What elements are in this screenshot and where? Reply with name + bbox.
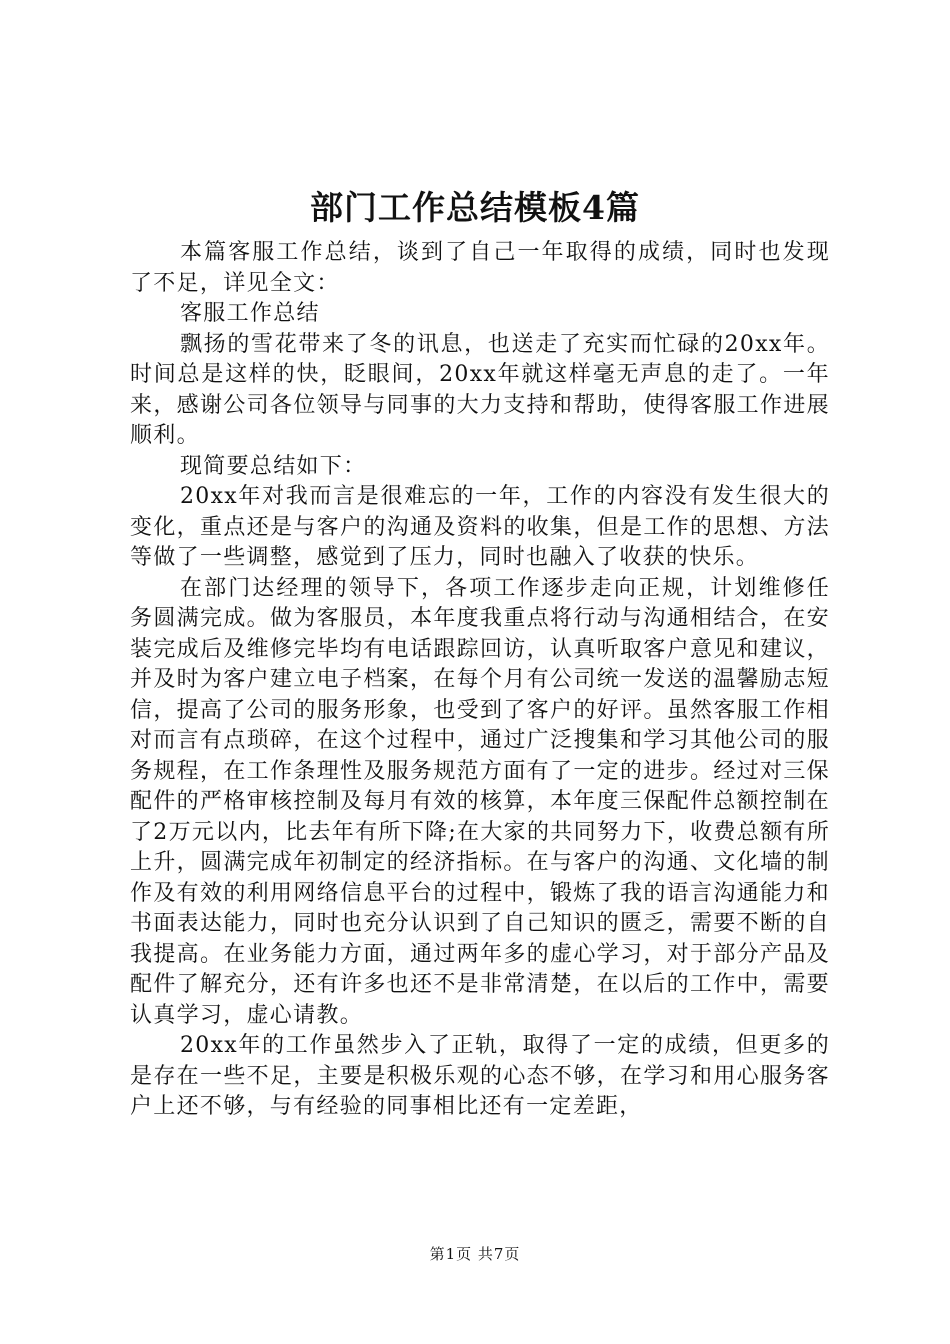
- paragraph-year-review: 20xx年对我而言是很难忘的一年，工作的内容没有发生很大的变化，重点还是与客户的沟通及资料的收集，但是工作的思想、方法等做了一些调整，感觉到了压力，同时也融入了收获的快乐。: [130, 484, 830, 570]
- paragraph-intro: 本篇客服工作总结，谈到了自己一年取得的成绩，同时也发现了不足，详见全文：: [130, 240, 830, 296]
- paragraph-opening: 飘扬的雪花带来了冬的讯息，也送走了充实而忙碌的20xx年。时间总是这样的快，眨眼间，20xx年就这样毫无声息的走了。一年来，感谢公司各位领导与同事的大力支持和帮助，使得客服工作进展顺利。: [130, 331, 830, 448]
- paragraph-work-details: 在部门达经理的领导下，各项工作逐步走向正规，计划维修任务圆满完成。做为客服员，本年度我重点将行动与沟通相结合，在安装完成后及维修完毕均有电话跟踪回访，认真听取客户意见和建议，并及时为客户建立电子档案，在每个月有公司统一发送的温馨励志短信，提高了公司的服务形象，也受到了客户的好评。虽然客服工作相对而言有点琐碎，在这个过程中，通过广泛搜集和学习其他公司的服务规程，在工作条理性及服务规范方面有了一定的进步。经过对三保配件的严格审核控制及每月有效的核算，本年度三保配件总额控制在了2万元以内，比去年有所下降;在大家的共同努力下，收费总额有所上升，圆满完成年初制定的经济指标。在与客户的沟通、文化墙的制作及有效的利用网络信息平台的过程中，锻炼了我的语言沟通能力和书面表达能力，同时也充分认识到了自己知识的匮乏，需要不断的自我提高。在业务能力方面，通过两年多的虚心学习，对于部分产品及配件了解充分，还有许多也还不是非常清楚，在以后的工作中，需要认真学习，虚心请教。: [130, 575, 830, 1028]
- paragraph-shortcomings: 20xx年的工作虽然步入了正轨，取得了一定的成绩，但更多的是存在一些不足，主要是积极乐观的心态不够，在学习和用心服务客户上还不够，与有经验的同事相比还有一定差距，: [130, 1033, 830, 1119]
- page-footer: 第1页 共7页: [429, 1245, 521, 1263]
- paragraph-summary-lead: 现简要总结如下：: [180, 453, 367, 479]
- document-title: 部门工作总结模板4篇: [310, 188, 640, 227]
- paragraph-section-heading: 客服工作总结: [180, 301, 320, 326]
- document-body: [130, 238, 830, 1123]
